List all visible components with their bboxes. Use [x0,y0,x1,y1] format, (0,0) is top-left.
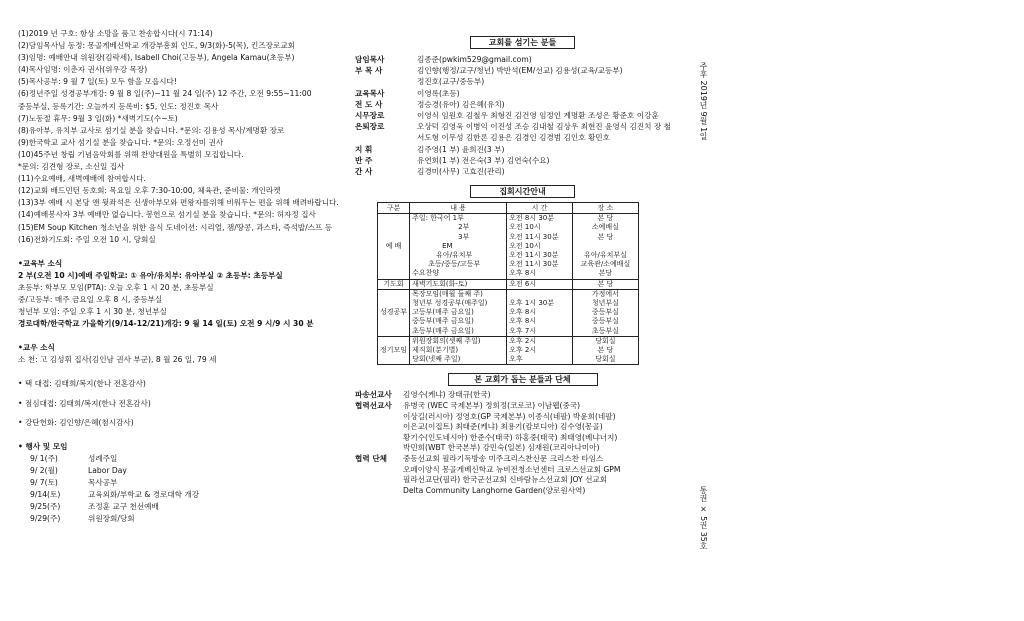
staff-section-title: 교회를 섬기는 분들 [470,36,575,49]
notice-item: (3)임명: 예배안내 위원장(김락세), Isabell Choi(고등부), Angela Kamau(초등부) [18,53,295,63]
schedule-content [410,336,507,365]
mission-row [355,465,690,476]
event-row [18,489,348,501]
event-date: 9/14(토) [30,490,61,500]
notice-item: (9)한국학교 교사 섬기실 분을 찾습니다. *문의: 오정선미 권사 [18,137,224,147]
mission-list [355,390,690,496]
place-line: 본 당 [597,214,614,223]
place-line: 본 당 [597,232,614,241]
content-line: 당회(넷째 주일) [412,355,461,364]
event-name: 성례주일 [88,453,118,463]
education-title: •교육부 소식 [18,258,63,268]
schedule-content [410,214,507,279]
place-line: 유아/유치부실 [583,251,627,260]
notice-item: 중등부실, 등록기간: 오늘까지 등록비: $5, 인도: 정진호 목사 [18,101,219,111]
staff-row [355,144,690,155]
education-item: 초등부: 학부모 모임(PTA): 오늘 오후 1 시 20 분, 초등부실 [18,282,214,292]
place-line: 당회실 [595,355,616,364]
schedule-row [378,336,639,365]
place-line: 가정에서 [591,289,619,298]
mission-label [355,443,403,454]
staff-role: 반 주 [355,155,373,165]
staff-role: 지 휘 [355,144,373,154]
mission-label [355,486,403,497]
time-line: 오전 11시 30분 [509,251,559,260]
schedule-time [507,289,573,336]
mission-value: 이상길(러시아) 정영호(GP 국제본부) 이종식(네팔) 박윤희(네팔) [403,411,616,421]
time-line: 오후 1시 30분 [509,299,555,308]
mission-label: 협력선교사 [355,401,392,411]
staff-row [355,65,690,76]
staff-row [355,54,690,65]
time-line [509,290,570,299]
schedule-row [378,214,639,279]
schedule-content: 새벽기도회(화-토) [410,279,507,289]
staff-row [355,166,690,177]
notice-item: (6)정년주일 성경공부개강: 9 월 8 일(주)~11 월 24 일(주) 12 주간, 오전 9:55~11:00 [18,89,312,99]
staff-names: 김경미(사무) 고효진(관리) [417,167,505,177]
schedule-category: 예 배 [378,214,410,279]
events-title: • 행사 및 모임 [18,441,68,451]
member-news-title: •교우 소식 [18,343,55,353]
education-item: 청년부 모임: 주일 오후 1 시 30 분, 청년부실 [18,307,167,317]
time-line: 오전 10시 [509,241,541,250]
event-name: 조정훈 교구 천선예배 [88,502,159,512]
issue-date: 주후 2019년 9월 1일 [699,62,708,141]
content-line: 제직회(분기별) [412,346,459,355]
schedule-header: 구분 [378,203,410,214]
staff-role: 담임목사 [355,55,385,64]
schedule-category: 정기모임 [378,336,410,365]
mission-label: 파송선교사 [355,390,392,400]
place-line [575,242,636,251]
place-line: 교육관/소예배실 [580,260,631,269]
event-date: 9/29(주) [30,514,61,524]
schedule-place: 본 당 [572,279,638,289]
mission-row [355,433,690,444]
mission-row [355,475,690,486]
education-item: 중/고등부: 매주 금요일 오후 8 시, 중등부실 [18,294,163,304]
time-line: 오후 7시 [509,326,537,335]
place-line: 청년부실 [591,299,619,308]
left-column [18,28,348,525]
notice-item: (1)2019 년 구호: 항상 소망을 품고 찬송합시다(시 71:14) [18,29,213,38]
schedule-header: 내 용 [410,203,507,214]
member-news-item: 소 천: 고 김성휘 집사(김인남 권사 부군), 8 월 26 일, 79 세 [18,355,217,365]
event-date: 9/ 2(월) [30,465,58,475]
event-row [18,477,348,489]
event-row [18,501,348,513]
time-line: 오후 8시 [509,269,537,278]
education-item: 2 부(오전 10 시)예배 주일학교: ① 유아/유치부: 유아부실 ② 초등부: 초등부실 [18,270,283,280]
schedule-category: 기도회 [378,279,410,289]
education-item: 경로대학/한국학교 가을학기(9/14-12/21)개강: 9 월 14 일(토) 오전 9 시/9 시 30 분 [18,319,314,329]
mission-label [355,422,403,433]
staff-row [355,99,690,110]
notice-item: (12)교회 배드민턴 동호회: 목요일 오후 7:30-10:00, 체육관, 준비물: 개인라켓 [18,186,281,196]
content-line: 유아/유치부 [436,251,473,260]
staff-names: 이영록(초등) [417,88,460,98]
place-line: 소예배실 [591,223,619,232]
notice-item: (7)노동절 휴무: 9월 3 일(화) *새벽기도(수~토) [18,113,178,123]
staff-row [355,121,690,132]
notice-item: *문의: 김견형 장로, 소신일 집사 [18,162,125,172]
time-line: 오후 [509,355,523,364]
notice-item: (5)목사공부: 9 월 7 일(토) 모두 함을 모읍시다! [18,77,177,87]
staff-names: 서도형 이무성 김한론 김용은 김경인 김경범 김인호 황민호 [417,133,610,143]
issue-volume: 통권 × 5권 35호 [699,486,708,550]
duty-item: • 점심대접: 김태희/복지(한나 전혼감사) [18,398,151,408]
schedule-place [572,289,638,336]
content-line: 초등/중등/고등부 [428,260,481,269]
notice-item: (10)45주년 창립 기념음악회를 위해 찬양대원을 특별히 모집합니다. [18,149,244,159]
mission-row [355,390,690,401]
schedule-section-title: 집회시간안내 [470,185,575,198]
notice-item: (15)EM Soup Kitchen 청소년을 위한 음식 도네이션: 시리얼, 잼/땅콩, 과스타, 즉석밥/스프 등 [18,222,333,232]
content-line: 목장모임(매월 둘째 주) [412,289,483,298]
staff-role: 전 도 사 [355,99,383,109]
notice-item: (14)예배봉사자 3부 예배만 없습니다. 봉헌으로 섬기실 분을 찾습니다. *문의: 허자정 집사 [18,210,316,220]
content-line: 청년부 성경공부(매주일) [412,299,488,308]
mission-value: 황기수(인도네시아) 한준수(태국) 하홍중(태국) 최태영(베냐너지) [403,432,618,442]
time-line: 오전 11시 30분 [509,260,559,269]
staff-names: 김종준(pwkim529@gmail.com) [417,55,532,64]
mission-row [355,401,690,412]
time-line: 오후 8시 [509,317,537,326]
events-list [18,453,348,526]
mission-row [355,486,690,497]
schedule-place [572,336,638,365]
staff-role: 교육목사 [355,88,385,98]
time-line: 오후 8시 [509,308,537,317]
event-date: 9/ 7(토) [30,478,58,487]
place-line: 본 당 [597,346,614,355]
event-date: 9/ 1(주) [30,453,58,463]
mission-label [355,475,403,486]
schedule-row [378,279,639,289]
content-line: 고등부(매주 금요일) [412,308,474,317]
mission-value: 김영수(케냐) 장태규(한국) [403,390,491,400]
schedule-row [378,289,639,336]
duty-item: • 강단헌화: 김인향/은혜(첨시감사) [18,417,134,427]
place-line: 본당 [598,269,613,278]
notice-item: (13)3부 예배 시 본당 앤 뒷좌석은 신생아부모와 편왕자를위해 비워두는 편을 위해 배려바랍니다. [18,198,339,208]
mission-row [355,422,690,433]
schedule-time [507,336,573,365]
mission-row [355,412,690,423]
staff-role: 간 사 [355,167,373,177]
notice-item: (16)전화기도회: 주일 오전 10 시, 당회실 [18,234,156,244]
schedule-content [410,289,507,336]
mission-row [355,454,690,465]
duty-item: • 택 대접: 김태희/복지(한나 전혼감사) [18,379,146,389]
schedule-header: 시 간 [507,203,573,214]
mission-value: 오페이양식 몽골게베신학교 뉴비전청소년센터 크로스선교회 GPM [403,464,621,474]
content-line: 중등부(매주 금요일) [412,317,474,326]
content-line: 위원장회의(셋째 주일) [412,336,481,345]
schedule-place [572,214,638,279]
mission-value: 이은교(이집트) 최태준(케냐) 최용기(캄보디아) 김수영(몽골) [403,422,603,432]
event-name: 목사공부 [88,478,118,487]
staff-names: 김주영(1 부) 윤희진(3 부) [417,144,505,154]
staff-role: 은퇴장로 [355,122,385,132]
mission-label [355,433,403,444]
schedule-header: 장 소 [572,203,638,214]
staff-role [355,76,417,87]
event-name: Labor Day [88,465,127,475]
schedule-time [507,214,573,279]
content-line: 수요찬양 [412,269,440,278]
mission-value: 유병국 (WEC 국제본부) 정희정(코로코) 이남웹(중국) [403,401,581,411]
mission-label: 협력 단체 [355,454,387,464]
event-row [18,513,348,525]
right-column [355,36,690,496]
event-row [18,453,348,465]
staff-row [355,110,690,121]
place-line: 당회실 [595,336,616,345]
staff-row [355,76,690,87]
mission-value: 박민희(WBT 한국본부) 강민숙(일본) 심재원(코리아나미아) [403,443,600,453]
mission-label [355,465,403,476]
staff-names: 정진호(교구/중등부) [417,77,485,87]
notice-item: (8)유아부, 유치부 교사로 섬기실 분을 찾습니다. *문의: 김용성 목사/계명환 장로 [18,125,285,135]
schedule-table [377,202,639,365]
staff-list [355,54,690,177]
content-line: 3부 [458,232,470,241]
staff-row [355,132,690,143]
mission-value: 중동선교회 필라기독방송 미주크리스찬신문 크리스찬 타임스 [403,454,604,464]
event-row [18,465,348,477]
place-line: 초등부실 [591,326,619,335]
event-name: 위원장회/당회 [88,514,135,524]
place-line: 중등부실 [591,317,619,326]
mission-section-title: 본 교회가 돕는 분들과 단체 [448,373,598,386]
staff-role: 시무장로 [355,111,385,121]
event-name: 교육외화/부학교 & 경로대학 개강 [88,490,200,500]
staff-role: 부 목 사 [355,66,383,76]
time-line: 오전 11시 30분 [509,232,559,241]
staff-names: 이영식 임원호 김철우 최형진 김건영 임정인 계명환 조성은 황준호 이강훈 [417,111,659,121]
notice-item: (2)담임목사님 동정: 몽골게베신학교 개강부흥회 인도, 9/3(화)-5(목), 킨즈장로교회 [18,41,295,51]
staff-names: 유연희(1 부) 전은숙(3 부) 김연숙(수요) [417,155,550,165]
mission-value: Delta Community Langhorne Garden(양로원사역) [403,485,586,495]
content-line: 2부 [458,223,470,232]
time-line: 오후 2시 [509,336,537,345]
staff-names: 김인향(행정/교구/청년) 박반석(EM/선교) 김용성(교육/교등부) [417,66,623,76]
mission-value: 필라선교단(필라) 한국군선교회 신바람뉴스선교회 JOY 선교회 [403,475,608,485]
content-line: 주일: 한국어 1부 [412,214,464,223]
place-line: 중등부실 [591,308,619,317]
event-date: 9/25(주) [30,502,61,512]
staff-role [355,132,417,143]
content-line: EM [442,241,453,250]
staff-row [355,88,690,99]
notice-item: (4)목사임명: 이춘자 권사(위우강 목장) [18,65,148,75]
schedule-category: 성경공부 [378,289,410,336]
staff-names: 오상덕 김영욱 이병익 이진성 조승 김내철 김상우 최현진 윤영식 김진치 장 철 [417,122,671,132]
mission-label [355,412,403,423]
schedule-header-row [378,203,639,214]
staff-row [355,155,690,166]
time-line: 오전 8시 30분 [509,214,555,223]
notice-item: (11)수요예배, 새벽예배에 참여합시다. [18,174,146,184]
time-line: 오전 10시 [509,223,541,232]
content-line: 초등부(매주 금요일) [412,326,474,335]
time-line: 오후 2시 [509,346,537,355]
mission-row [355,443,690,454]
notices-list [18,28,348,246]
staff-names: 정승경(유아) 김은혜(유치) [417,99,505,109]
schedule-time: 오전 6시 [507,279,573,289]
